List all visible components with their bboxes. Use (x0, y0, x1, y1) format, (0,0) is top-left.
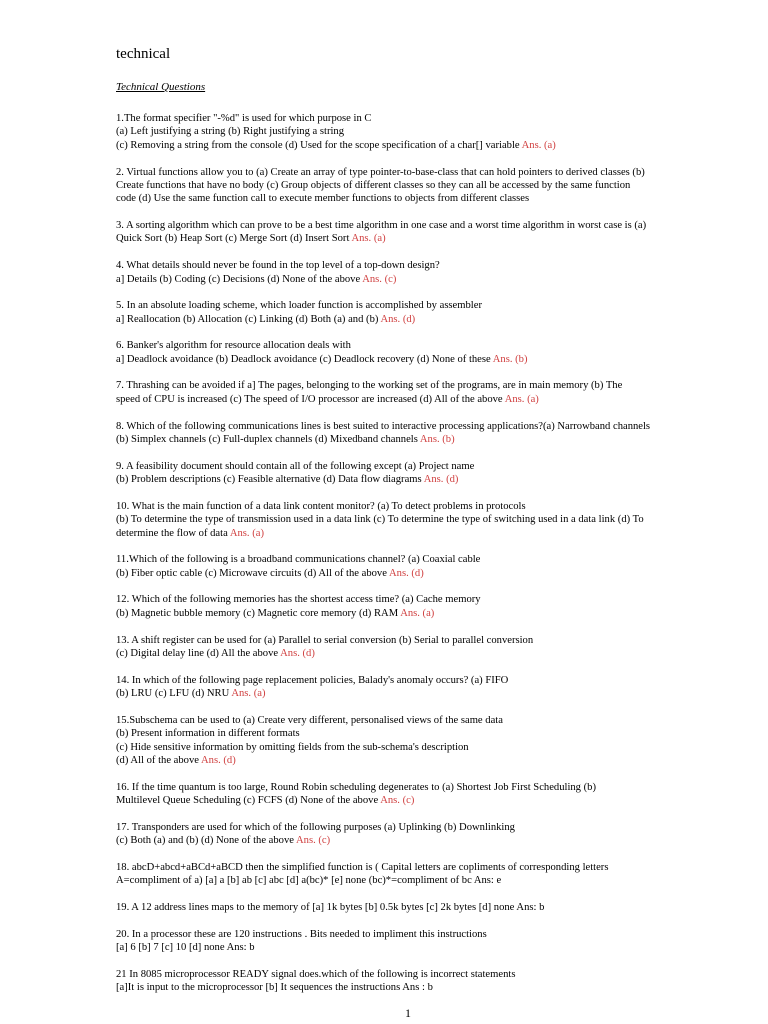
question-line (116, 727, 716, 740)
question-text: code (d) Use the same function call to execute member functions to objects from different classes (116, 193, 530, 205)
question-text: 16. If the time quantum is too large, Round Robin scheduling degenerates to (a) Shortest Job First Scheduling (b) (116, 781, 596, 793)
question-text: (b) Fiber optic cable (c) Microwave circuits (d) All of the above (116, 567, 389, 579)
answer-label: Ans. (d) (380, 313, 416, 325)
answer-label: Ans. (d) (280, 647, 315, 659)
answer-label: Ans. (b) (419, 433, 455, 445)
question-line (116, 299, 716, 312)
question-line (116, 567, 716, 580)
question-line (116, 125, 716, 138)
question-item (116, 299, 716, 326)
question-item (116, 500, 716, 540)
question-text: (c) Removing a string from the console (d) Used for the scope specification of a char[] variable (116, 139, 522, 151)
question-line (116, 433, 716, 446)
question-line (116, 192, 716, 205)
question-line (116, 112, 716, 125)
question-line (116, 941, 716, 954)
document-title: technical (116, 46, 171, 62)
question-line (116, 232, 716, 245)
question-text: (b) Present information in different formats (116, 728, 300, 740)
answer-label: Ans. (d) (423, 474, 459, 486)
question-line (116, 393, 716, 406)
question-text: (a) Left justifying a string (b) Right justifying a string (116, 126, 345, 138)
question-item (116, 593, 716, 620)
question-text: 6. Banker's algorithm for resource allocation deals with (116, 340, 351, 352)
question-line (116, 353, 716, 366)
question-text: Create functions that have no body (c) Group objects of different classes so they can all be accessed by the same function (116, 179, 631, 191)
question-item (116, 166, 716, 206)
question-text: (d) All of the above (116, 754, 202, 766)
question-line (116, 754, 716, 767)
question-text: (b) Magnetic bubble memory (c) Magnetic core memory (d) RAM (116, 607, 401, 619)
answer-label: Ans. (c) (362, 273, 397, 285)
question-text: 2. Virtual functions allow you to (a) Create an array of type pointer-to-base-class that can hold pointers to derived classes (b) (116, 166, 645, 178)
question-line (116, 714, 716, 727)
question-text: 10. What is the main function of a data link content monitor? (a) To detect problems in protocols (116, 500, 526, 512)
question-item (116, 968, 716, 995)
question-line (116, 500, 716, 513)
question-text: (c) Both (a) and (b) (d) None of the above (116, 835, 297, 847)
question-text: 14. In which of the following page replacement policies, Balady's anomaly occurs? (a) FIFO (116, 674, 509, 686)
question-line (116, 553, 716, 566)
question-line (116, 513, 716, 526)
question-line (116, 794, 716, 807)
question-text: 20. In a processor these are 120 instructions . Bits needed to impliment this instructions (116, 928, 487, 940)
page-number: 1 (405, 1006, 411, 1020)
question-line (116, 219, 716, 232)
question-text: (b) To determine the type of transmission used in a data link (c) To determine the type of switching used in a data link (d) To (116, 514, 644, 526)
answer-label: Ans. (d) (389, 567, 424, 579)
question-text: 17. Transponders are used for which of the following purposes (a) Uplinking (b) Downlinking (116, 821, 515, 833)
question-text: [a]It is input to the microprocessor [b] It sequences the instructions Ans : b (116, 982, 433, 994)
question-text: (c) Digital delay line (d) All the above (116, 647, 281, 659)
answer-label: Ans. (a) (229, 527, 264, 539)
answer-label: Ans. (a) (231, 688, 266, 700)
question-line (116, 339, 716, 352)
question-item (116, 821, 716, 848)
question-text: 11.Which of the following is a broadband communications channel? (a) Coaxial cable (116, 554, 481, 566)
question-text: a] Details (b) Coding (c) Decisions (d) None of the above (116, 273, 363, 285)
question-line (116, 166, 716, 179)
question-line (116, 527, 716, 540)
question-line (116, 593, 716, 606)
section-title: Technical Questions (116, 81, 206, 93)
question-item (116, 901, 716, 914)
answer-label: Ans. (d) (201, 754, 236, 766)
question-text: 9. A feasibility document should contain all of the following except (a) Project name (116, 460, 475, 472)
question-text: determine the flow of data (116, 527, 230, 539)
question-item (116, 259, 716, 286)
question-text: 4. What details should never be found in the top level of a top-down design? (116, 260, 440, 272)
question-text: A=compliment of a) [a] a [b] ab [c] abc [d] a(bc)* [e] none (bc)*=compliment of bc Ans: e (116, 875, 502, 887)
question-text: 12. Which of the following memories has the shortest access time? (a) Cache memory (116, 594, 481, 606)
question-text: 15.Subschema can be used to (a) Create very different, personalised views of the same data (116, 714, 503, 726)
question-item (116, 634, 716, 661)
question-item (116, 861, 716, 888)
question-line (116, 313, 716, 326)
question-line (116, 968, 716, 981)
question-text: (c) Hide sensitive information by omitting fields from the sub-schema's description (116, 741, 469, 753)
question-item (116, 112, 716, 152)
question-text: 13. A shift register can be used for (a) Parallel to serial conversion (b) Serial to parallel conversion (116, 634, 534, 646)
question-line (116, 607, 716, 620)
question-line (116, 834, 716, 847)
answer-label: Ans. (a) (521, 139, 556, 151)
question-item (116, 714, 716, 768)
answer-label: Ans. (a) (504, 393, 539, 405)
question-line (116, 420, 716, 433)
question-text: a] Deadlock avoidance (b) Deadlock avoidance (c) Deadlock recovery (d) None of these (116, 353, 493, 365)
question-line (116, 861, 716, 874)
question-line (116, 928, 716, 941)
answer-label: Ans. (a) (400, 607, 435, 619)
question-line (116, 647, 716, 660)
question-item (116, 460, 716, 487)
question-line (116, 460, 716, 473)
question-text: [a] 6 [b] 7 [c] 10 [d] none Ans: b (116, 942, 255, 954)
question-text: a] Reallocation (b) Allocation (c) Linking (d) Both (a) and (b) (116, 313, 381, 325)
question-line (116, 687, 716, 700)
question-text: speed of CPU is increased (c) The speed of I/O processor are increased (d) All of the above (116, 393, 505, 405)
question-text: 18. abcD+abcd+aBCd+aBCD then the simplified function is ( Capital letters are copliments of corresponding letters (116, 861, 609, 873)
question-line (116, 901, 716, 914)
question-line (116, 634, 716, 647)
answer-label: Ans. (b) (492, 353, 528, 365)
question-text: 5. In an absolute loading scheme, which loader function is accomplished by assembler (116, 300, 482, 312)
answer-label: Ans. (c) (380, 795, 415, 807)
question-text: (b) LRU (c) LFU (d) NRU (116, 688, 232, 700)
question-text: 3. A sorting algorithm which can prove to be a best time algorithm in one case and a worst time algorithm in worst case is (a) (116, 220, 647, 232)
question-line (116, 139, 716, 152)
question-line (116, 874, 716, 887)
question-line (116, 179, 716, 192)
question-item (116, 928, 716, 955)
question-item (116, 420, 716, 447)
answer-label: Ans. (c) (296, 835, 331, 847)
question-item (116, 379, 716, 406)
question-item (116, 219, 716, 246)
question-text: (b) Simplex channels (c) Full-duplex channels (d) Mixedband channels (116, 433, 420, 445)
question-text: 8. Which of the following communications lines is best suited to interactive processing applications?(a) Narrowband channels (116, 420, 651, 432)
question-line (116, 473, 716, 486)
question-text: 7. Thrashing can be avoided if a] The pages, belonging to the working set of the programs, are in main memory (b) The (116, 380, 623, 392)
question-line (116, 273, 716, 286)
question-item (116, 781, 716, 808)
question-line (116, 741, 716, 754)
question-line (116, 674, 716, 687)
question-text: Multilevel Queue Scheduling (c) FCFS (d) None of the above (116, 795, 381, 807)
question-line (116, 379, 716, 392)
question-item (116, 339, 716, 366)
answer-label: Ans. (a) (351, 233, 386, 245)
question-text: 1.The format specifier "-%d" is used for which purpose in C (116, 113, 372, 124)
question-item (116, 674, 716, 701)
question-line (116, 259, 716, 272)
question-text: 21 In 8085 microprocessor READY signal does.which of the following is incorrect statements (116, 968, 516, 980)
question-text: 19. A 12 address lines maps to the memory of [a] 1k bytes [b] 0.5k bytes [c] 2k bytes [d] none Ans: b (116, 902, 545, 913)
question-item (116, 553, 716, 580)
question-list (116, 112, 716, 1008)
question-text: Quick Sort (b) Heap Sort (c) Merge Sort (d) Insert Sort (116, 233, 352, 245)
question-line (116, 781, 716, 794)
question-line (116, 821, 716, 834)
question-text: (b) Problem descriptions (c) Feasible alternative (d) Data flow diagrams (116, 474, 424, 486)
question-line (116, 981, 716, 994)
